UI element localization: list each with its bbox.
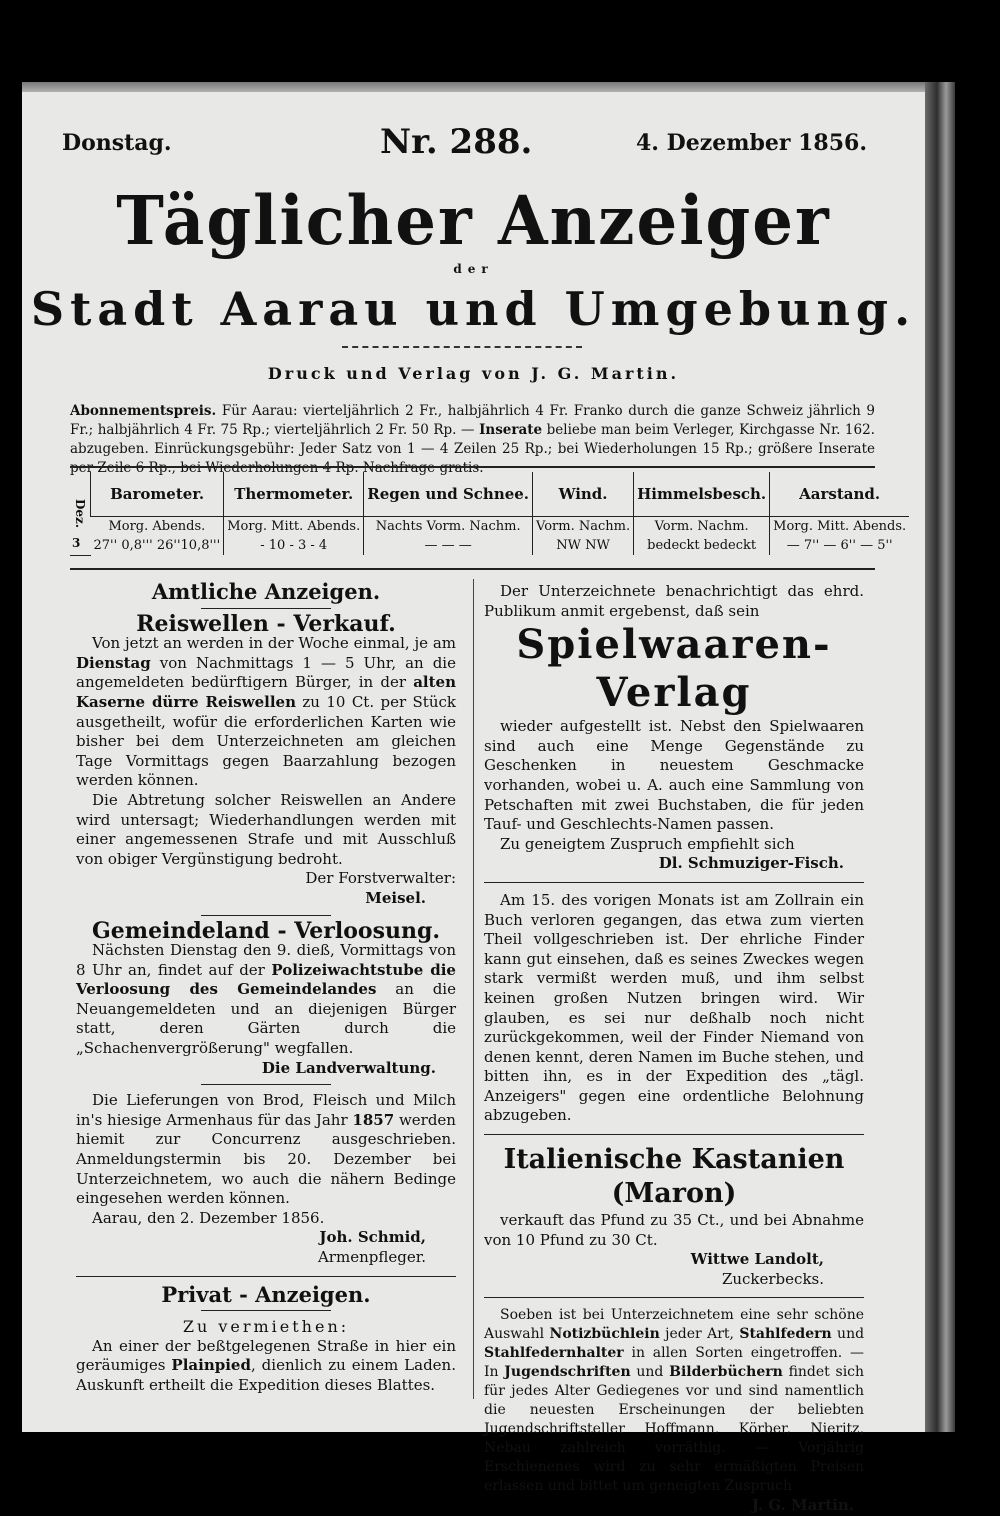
spielwaaren-text: wieder aufgestellt ist. Nebst den Spielwaaren sind auch eine Menge Gegenstände zu Geschenken in neuestem Geschmacke vorhanden, wobei u. A. auch eine Sammlung von Petschaften mit zwei Buchstaben, die für jeden Tauf- und Geschlechts-Namen passen. [484, 717, 864, 834]
martin-sign: J. G. Martin. [751, 1496, 854, 1515]
zuvermiethen-text [76, 1337, 456, 1396]
issue-date: 4. Dezember 1856. [636, 130, 867, 156]
reiswellen-dienstag: Dienstag [76, 653, 151, 672]
masthead-top-line [62, 122, 867, 170]
weather-header: Regen und Schnee. [364, 472, 533, 517]
kastanien-sign-role: Zuckerbecks. [721, 1269, 824, 1288]
subscription-text-2: beliebe man beim Verleger, Kirchgasse Nr. 162. abzugeben. Einrückungsgebühr: Jeder Satz von 1 — 4 Zeilen 25 Rp.; bei Wiederholungen 15 Rp.; größere Inserate per Zeile 6 Rp., bei Wiederholungen 4 Rp. Nachfrage gratis. [70, 422, 875, 476]
title-der: der [453, 262, 494, 276]
gemeindeland-bold: Polizeiwachtstube die Verloosung des Gemeindelandes [76, 960, 456, 999]
lieferungen-text [76, 1091, 456, 1209]
newspaper-page [22, 92, 925, 1515]
section-rule [201, 1310, 331, 1311]
reiswellen-sign-role: Der Forstverwalter: [305, 869, 456, 888]
weather-subheader: Vorm. Nachm. [634, 517, 770, 537]
weather-value: — — — [364, 536, 533, 555]
subscription-label: Abonnementspreis. [70, 403, 217, 419]
gemeindeland-text-a: Nächsten Dienstag den 9. dieß, Vormittags von 8 Uhr an, findet auf der [76, 941, 456, 979]
martin-text-c: und [837, 1326, 865, 1343]
weather-header: Wind. [533, 472, 634, 517]
spielwaaren-title: Spielwaaren-Verlag [516, 621, 832, 717]
page-right-edge [925, 82, 955, 1432]
buch-verloren-text: Am 15. des vorigen Monats ist am Zollrain ein Buch verloren gegangen, das etwa zum vierten Theil vollgeschrieben ist. Der ehrliche Finder kann gut einsehen, daß es seines Zweckes wegen stark vermißt werden muß, und ihm selbst keinen großen Nutzen bringen wird. Wir glauben, es sei nur deßhalb noch nicht zurückgekommen, weil der Finder Niemand von denen kennt, deren Namen im Buche stehen, und bitten ihn, es in der Expedition des „tägl. Anzeigers" gegen eine ordentliche Belohnung abzugeben. [484, 890, 864, 1125]
weather-subheader: Morg. Mitt. Abends. [224, 517, 364, 537]
section-rule [484, 1134, 864, 1135]
gemeindeland-text-b: an die Neuangemeldeten und an diejenigen Bürger statt, deren Gärten durch die „Schachenvergrößerung" wegfallen. [76, 980, 456, 1058]
section-rule [201, 608, 331, 609]
reiswellen-text-a: Von jetzt an werden in der Woche einmal, je am [92, 634, 456, 653]
printer-line: Druck und Verlag von J. G. Martin. [267, 364, 680, 383]
lieferungen-sign-name: Joh. Schmid, [319, 1228, 426, 1247]
gemeindeland-title: Gemeindeland - Verloosung. [92, 917, 440, 944]
weather-subheader: Vorm. Nachm. [533, 517, 634, 537]
newspaper-subtitle: Stadt Aarau und Umgebung. [30, 282, 917, 336]
right-column [484, 582, 864, 1516]
section-rule [201, 1084, 331, 1085]
reiswellen-text-2: Die Abtretung solcher Reiswellen an Andere wird untersagt; Wiederhandlungen werden mit einer angemessenen Strafe und mit Ausschluß von obiger Vergünstigung bedroht. [76, 790, 456, 868]
martin-text-b: jeder Art, [665, 1326, 734, 1343]
martin-bold-5: Bilderbüchern [669, 1364, 783, 1381]
martin-text-e: und [636, 1364, 664, 1381]
reiswellen-bold: alten Kaserne dürre Reiswellen [76, 673, 456, 711]
weather-value: 27'' 0,8''' 26''10,8''' [93, 538, 221, 553]
reiswellen-text [76, 634, 456, 791]
weather-side-label: Dez. [70, 472, 91, 555]
martin-text-d: in allen Sorten eingetroffen. — In [484, 1345, 864, 1381]
weather-header: Aarstand. [770, 472, 910, 517]
issue-number: Nr. 288. [380, 122, 533, 162]
weather-header: Himmelsbesch. [634, 472, 770, 517]
lieferungen-text-b: werden hiemit zur Concurrenz ausgeschrieben. Anmeldungstermin bis 20. Dezember bei Unterzeichnetem, wo auch die nähern Bedinge eingesehen werden können. [76, 1110, 456, 1208]
reiswellen-text-c: zu 10 Ct. per Stück ausgetheilt, wofür die erforderlichen Karten wie bisher bei dem Unterzeichneten am gleichen Tage Vormittags gegen Baarzahlung bezogen werden können. [76, 692, 456, 790]
reiswellen-title: Reiswellen - Verkauf. [136, 610, 396, 637]
weather-table [70, 472, 907, 556]
kastanien-title: Italienische Kastanien (Maron) [503, 1144, 845, 1210]
martin-bold-2: Stahlfedern [739, 1326, 832, 1343]
weather-top-rule [70, 466, 875, 468]
weather-day: 3 [72, 536, 81, 550]
weather-header: Barometer. [91, 472, 224, 517]
spielwaaren-text-2: Zu geneigtem Zuspruch empfiehlt sich [500, 834, 795, 853]
left-column [76, 579, 456, 1396]
weather-subheader: Morg. Mitt. Abends. [770, 517, 910, 537]
section-rule [76, 1276, 456, 1277]
section-rule [201, 915, 331, 916]
weather-value: - 10 - 3 - 4 [224, 536, 364, 555]
reiswellen-text-b: von Nachmittags 1 — 5 Uhr, an die angemeldeten bedürftigern Bürger, in der [76, 653, 456, 692]
martin-bold-1: Notizbüchlein [549, 1326, 660, 1343]
lieferungen-text-a: Die Lieferungen von Brod, Fleisch und Milch in's hiesige Armenhaus für das Jahr [76, 1091, 456, 1129]
lieferungen-sign-role: Armenpfleger. [317, 1248, 426, 1266]
martin-bold-4: Jugendschriften [504, 1364, 631, 1381]
masthead-divider [342, 346, 582, 348]
lieferungen-year: 1857 [352, 1110, 395, 1129]
martin-bold-3: Stahlfedernhalter [484, 1345, 624, 1362]
zuvermiethen-text-b: , dienlich zu einem Laden. Auskunft ertheilt die Expedition dieses Blattes. [76, 1356, 456, 1394]
martin-text-a: Soeben ist bei Unterzeichnetem eine sehr schöne Auswahl [484, 1307, 864, 1343]
spielwaaren-sign: Dl. Schmuziger-Fisch. [658, 854, 844, 873]
gemeindeland-text [76, 941, 456, 1059]
lieferungen-place: Aarau, den 2. Dezember 1856. [92, 1208, 325, 1227]
reiswellen-sign-name: Meisel. [365, 888, 426, 907]
martin-text [484, 1306, 864, 1496]
section-rule [484, 1297, 864, 1298]
weather-value: bedeckt bedeckt [634, 536, 770, 555]
newspaper-title: Täglicher Anzeiger [116, 182, 831, 261]
zuvermiethen-text-a: An einer der beßtgelegenen Straße in hier ein geräumiges [76, 1336, 456, 1375]
zuvermiethen-bold: Plainpied [171, 1356, 251, 1375]
weather-header: Thermometer. [224, 472, 364, 517]
weather-subheader: Morg. Abends. [108, 519, 206, 534]
kastanien-sign-name: Wittwe Landolt, [690, 1250, 824, 1269]
issue-day: Donstag. [62, 130, 172, 156]
section-privat: Privat - Anzeigen. [161, 1281, 371, 1307]
column-divider [473, 579, 474, 1399]
zuvermiethen-title: Zu vermiethen: [182, 1317, 350, 1337]
spielwaaren-intro: Der Unterzeichnete benachrichtigt das ehrd. Publikum anmit ergebenst, daß sein [484, 582, 864, 620]
weather-value: — 7'' — 6'' — 5'' [770, 536, 910, 555]
inserate-label: Inserate [479, 422, 543, 438]
weather-subheader: Nachts Vorm. Nachm. [364, 517, 533, 537]
section-amtliche: Amtliche Anzeigen. [151, 579, 381, 604]
weather-value: NW NW [533, 536, 634, 555]
section-rule [484, 882, 864, 883]
subscription-text: Für Aarau: vierteljährlich 2 Fr., halbjährlich 4 Fr. Franko durch die ganze Schweiz jährlich 9 Fr.; halbjährlich 4 Fr. 75 Rp.; vierteljährlich 2 Fr. 50 Rp. — [70, 403, 876, 438]
weather-bottom-rule [70, 568, 875, 570]
gemeindeland-sign: Die Landverwaltung. [261, 1058, 436, 1077]
kastanien-text: verkauft das Pfund zu 35 Ct., und bei Abnahme von 10 Pfund zu 30 Ct. [484, 1211, 864, 1249]
martin-text-f: findet sich für jedes Alter Gediegenes vor und sind namentlich die neuesten Erscheinungen der beliebten Jugendschriftsteller Hoffmann, Körber, Nieritz, Nebau zahlreich vorräthig. — Vorjährig Erschienenes wird zu sehr ermäßigten Preisen erlassen und bittet um geneigten Zuspruch [484, 1364, 865, 1495]
